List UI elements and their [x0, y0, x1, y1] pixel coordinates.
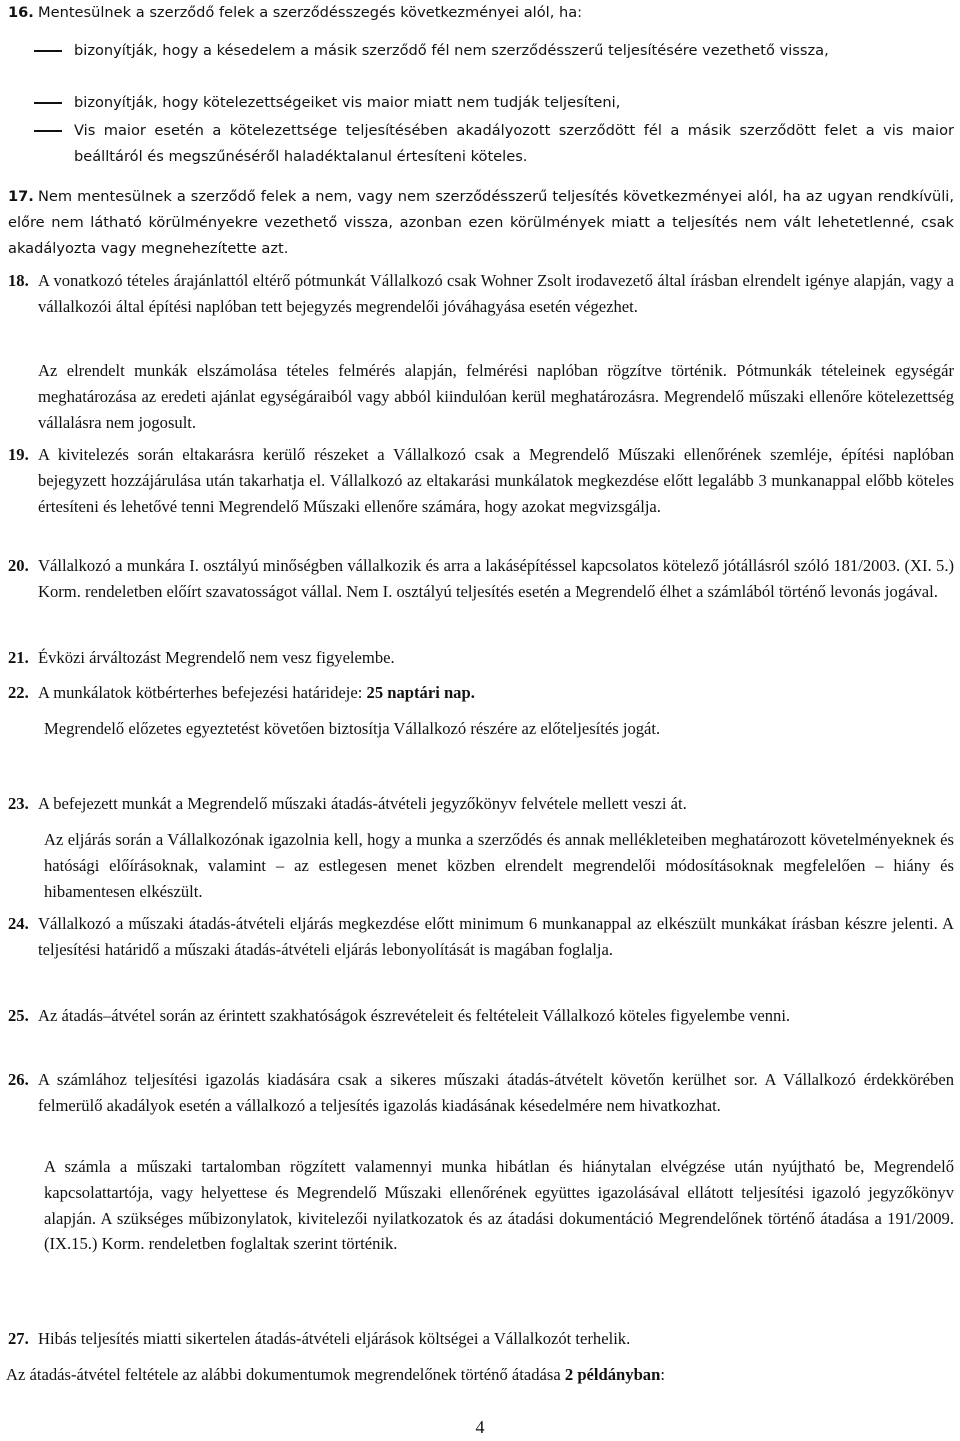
clause-16 — [8, 0, 954, 26]
bullet-item — [34, 38, 954, 64]
final-paragraph — [6, 1362, 954, 1388]
dash-bullet-icon — [34, 102, 62, 104]
deadline-emphasis: 25 naptári nap. — [366, 683, 475, 702]
clause-text: A vonatkozó tételes árajánlattól eltérő pótmunkát Vállalkozó csak Wohner Zsolt irodavezető által írásban elrendelt igénye alapján, vagy a vállalkozói által építési naplóban tett bejegyzés megrendelői jóváhagyása esetén végezhet. — [38, 271, 954, 316]
bullet-item — [34, 118, 954, 170]
clause-number: 19. — [8, 445, 29, 464]
clause-text: A kivitelezés során eltakarásra kerülő részeket a Vállalkozó csak a Megrendelő Műszaki ellenőrének szemléje, építési naplóban bejegyzett hozzájárulása után takarhatja el. Vállalkozó az eltakarási munkálatok megkezdése előtt legalább 3 munkanappal előbb köteles értesíteni és lehetővé tenni Megrendelő Műszaki ellenőre számára, hogy azokat megvizsgálja. — [38, 445, 954, 516]
clause-22 — [8, 680, 954, 706]
clause-25 — [8, 1003, 954, 1029]
clause-number: 23. — [8, 794, 29, 813]
clause-17 — [8, 184, 954, 261]
bullet-text: bizonyítják, hogy kötelezettségeiket vis maior miatt nem tudják teljesíteni, — [74, 94, 621, 111]
clause-text: Mentesülnek a szerződő felek a szerződésszegés következményei alól, ha: — [38, 4, 583, 21]
clause-number: 25. — [8, 1006, 29, 1025]
clause-number: 26. — [8, 1070, 29, 1089]
clause-text-part: A munkálatok kötbérterhes befejezési határideje: — [38, 683, 367, 702]
clause-number: 27. — [8, 1329, 29, 1348]
clause-24 — [8, 911, 954, 963]
bullet-text: bizonyítják, hogy a késedelem a másik szerződő fél nem szerződésszerű teljesítésére vezethető vissza, — [74, 42, 829, 59]
paragraph: Az eljárás során a Vállalkozónak igazolnia kell, hogy a munka a szerződés és annak mellékleteiben meghatározott követelményeknek és hatósági előírásoknak, valamint – az estlegesen menet közben elrendelt megrendelői módosításoknak megfelelően – hiány és hibamentesen elkészült. — [44, 830, 954, 901]
dash-bullet-icon — [34, 130, 62, 132]
bullet-text: Vis maior esetén a kötelezettsége teljesítésében akadályozott szerződött fél a másik szerződött felet a vis maior beálltáról és megszűnéséről haladéktalanul értesíteni köteles. — [74, 122, 954, 165]
clause-text: Vállalkozó a munkára I. osztályú minőségben vállalkozik és arra a lakásépítéssel kapcsolatos kötelező jótállásról szóló 181/2003. (XI. 5.) Korm. rendeletben előírt szavatosságot vállal. Nem I. osztályú teljesítés esetén a Megrendelő élhet a számlából történő levonás jogával. — [38, 556, 954, 601]
clause-18 — [8, 268, 954, 320]
clause-23 — [8, 791, 954, 817]
final-text: Az átadás-átvétel feltétele az alábbi dokumentumok megrendelőnek történő átadása — [6, 1365, 565, 1384]
dash-bullet-icon — [34, 50, 62, 52]
clause-26 — [8, 1067, 954, 1119]
clause-20 — [8, 553, 954, 605]
clause-21 — [8, 645, 954, 671]
clause-text: Az átadás–átvétel során az érintett szakhatóságok észrevételeit és feltételeit Vállalkozó köteles figyelembe venni. — [38, 1006, 791, 1025]
copies-emphasis: 2 példányban — [564, 1365, 661, 1384]
clause-text: Hibás teljesítés miatti sikertelen átadás-átvételi eljárások költségei a Vállalkozót terhelik. — [38, 1329, 631, 1348]
clause-number: 24. — [8, 914, 29, 933]
clause-number: 22. — [8, 683, 29, 702]
paragraph: A számla a műszaki tartalomban rögzített valamennyi munka hibátlan és hiánytalan elvégzése után nyújtható be, Megrendelő kapcsolattartója, vagy helyettese és Megrendelő Műszaki ellenőrének együttes igazolásával ellátott teljesítési igazoló jegyzőkönyv alapján. A szükséges műbizonylatok, kivitelezői nyilatkozatok és az átadási dokumentáció Megrendelőnek történő átadása a 191/2009. (IX.15.) Korm. rendeletben foglaltak szerint történik. — [44, 1157, 954, 1254]
page-number: 4 — [475, 1417, 485, 1437]
clause-number: 21. — [8, 648, 29, 667]
final-colon: : — [660, 1365, 665, 1384]
bullet-item — [34, 90, 954, 116]
paragraph: Az elrendelt munkák elszámolása tételes felmérés alapján, felmérési naplóban rögzítve történik. Pótmunkák tételeinek egységár meghatározása az eredeti ajánlat egységáraiból vagy abból kiindulóan kerül meghatározásra. Megrendelő műszaki ellenőre kötelezettség vállalásra nem jogosult. — [38, 361, 954, 432]
clause-text: A számlához teljesítési igazolás kiadására csak a sikeres műszaki átadás-átvételt követőn kerülhet sor. A Vállalkozó érdekkörében felmerülő akadályok esetén a vállalkozó a teljesítés igazolás kiadásának késedelmére nem hivatkozhat. — [38, 1070, 954, 1115]
clause-number: 18. — [8, 271, 29, 290]
clause-text — [38, 680, 954, 706]
paragraph: Megrendelő előzetes egyeztetést követően biztosítja Vállalkozó részére az előteljesítés jogát. — [44, 719, 661, 738]
clause-19 — [8, 442, 954, 519]
clause-number: 17. — [8, 188, 34, 205]
clause-text: Nem mentesülnek a szerződő felek a nem, vagy nem szerződésszerű teljesítés következményei alól, ha az ugyan rendkívüli, előre nem látható körülményekre vezethető vissza, azonban ezen körülmények miatt a teljesítés nem vált lehetetlenné, csak akadályozta vagy megnehezítette azt. — [8, 188, 954, 257]
clause-text: A befejezett munkát a Megrendelő műszaki átadás-átvételi jegyzőkönyv felvétele mellett veszi át. — [38, 794, 687, 813]
clause-text: Évközi árváltozást Megrendelő nem vesz figyelembe. — [38, 648, 395, 667]
clause-27 — [8, 1326, 954, 1352]
clause-text: Vállalkozó a műszaki átadás-átvételi eljárás megkezdése előtt minimum 6 munkanappal az elkészült munkákat írásban készre jelenti. A teljesítési határidő a műszaki átadás-átvételi eljárás lebonyolítását is magában foglalja. — [38, 914, 954, 959]
clause-number: 20. — [8, 556, 29, 575]
clause-number: 16. — [8, 4, 34, 21]
